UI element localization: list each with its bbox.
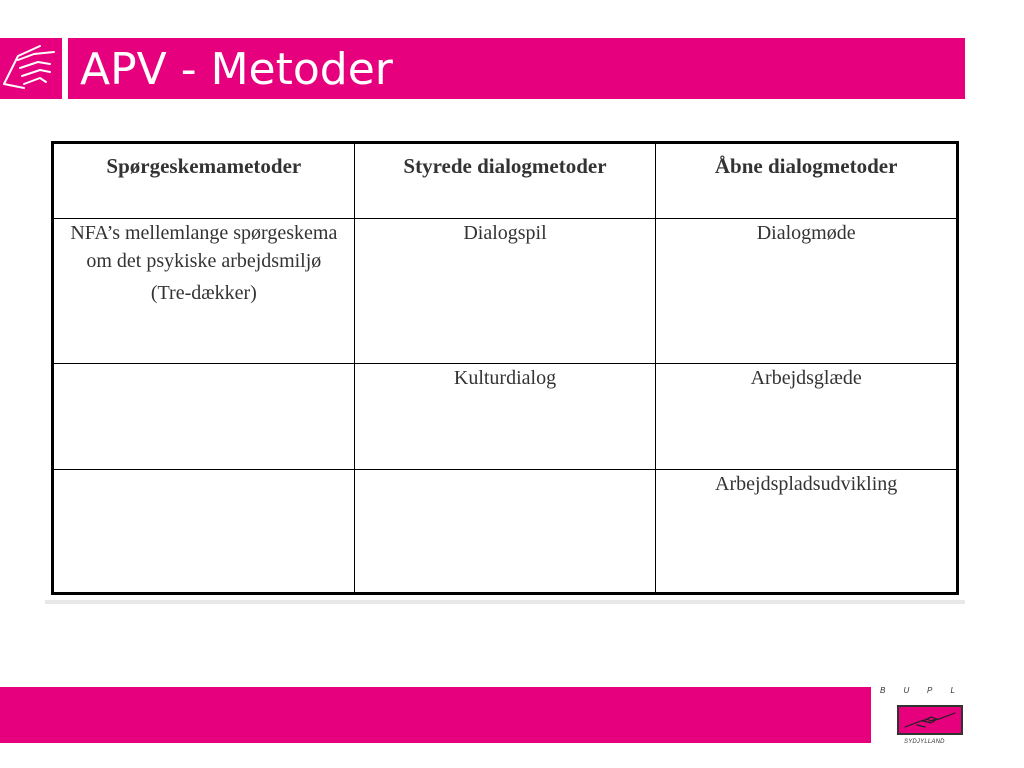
table-row: [53, 219, 958, 364]
footer-bar: [0, 687, 871, 743]
table-cell: [53, 470, 355, 594]
table-shadow: [45, 600, 965, 604]
bupl-letter: L: [950, 686, 955, 695]
table-header-row: [53, 143, 958, 219]
bupl-letter: B: [880, 686, 886, 695]
header-styrede-dialogmetoder: Styrede dialogmetoder: [354, 143, 656, 219]
table-cell: Arbejdspladsudvikling: [656, 470, 958, 594]
table-cell: Arbejdsglæde: [656, 364, 958, 470]
table-row: [53, 470, 958, 594]
bupl-subtitle: SYDJYLLAND: [904, 739, 945, 745]
table-cell: [53, 364, 355, 470]
bupl-letters: [880, 686, 980, 695]
handshake-icon: [899, 707, 961, 733]
table-cell: [53, 219, 355, 364]
table-cell: [354, 470, 656, 594]
title-banner: [68, 38, 965, 99]
methods-table: [51, 141, 959, 595]
table-row: [53, 364, 958, 470]
page-title: APV - Metoder: [80, 44, 393, 95]
bupl-logo: [897, 705, 963, 735]
hand-icon: [0, 38, 62, 99]
hand-logo: [0, 38, 62, 99]
bupl-letter: P: [927, 686, 933, 695]
cell-note: (Tre-dækker): [150, 282, 257, 305]
header-spoergeskemametoder: Spørgeskemametoder: [53, 143, 355, 219]
header-aabne-dialogmetoder: Åbne dialogmetoder: [656, 143, 958, 219]
table-cell: Dialogspil: [354, 219, 656, 364]
bupl-letter: U: [903, 686, 910, 695]
table-cell: Kulturdialog: [354, 364, 656, 470]
cell-text: NFA’s mellemlange spørgeskema om det psykiske arbejdsmiljø: [70, 222, 338, 273]
table-cell: Dialogmøde: [656, 219, 958, 364]
